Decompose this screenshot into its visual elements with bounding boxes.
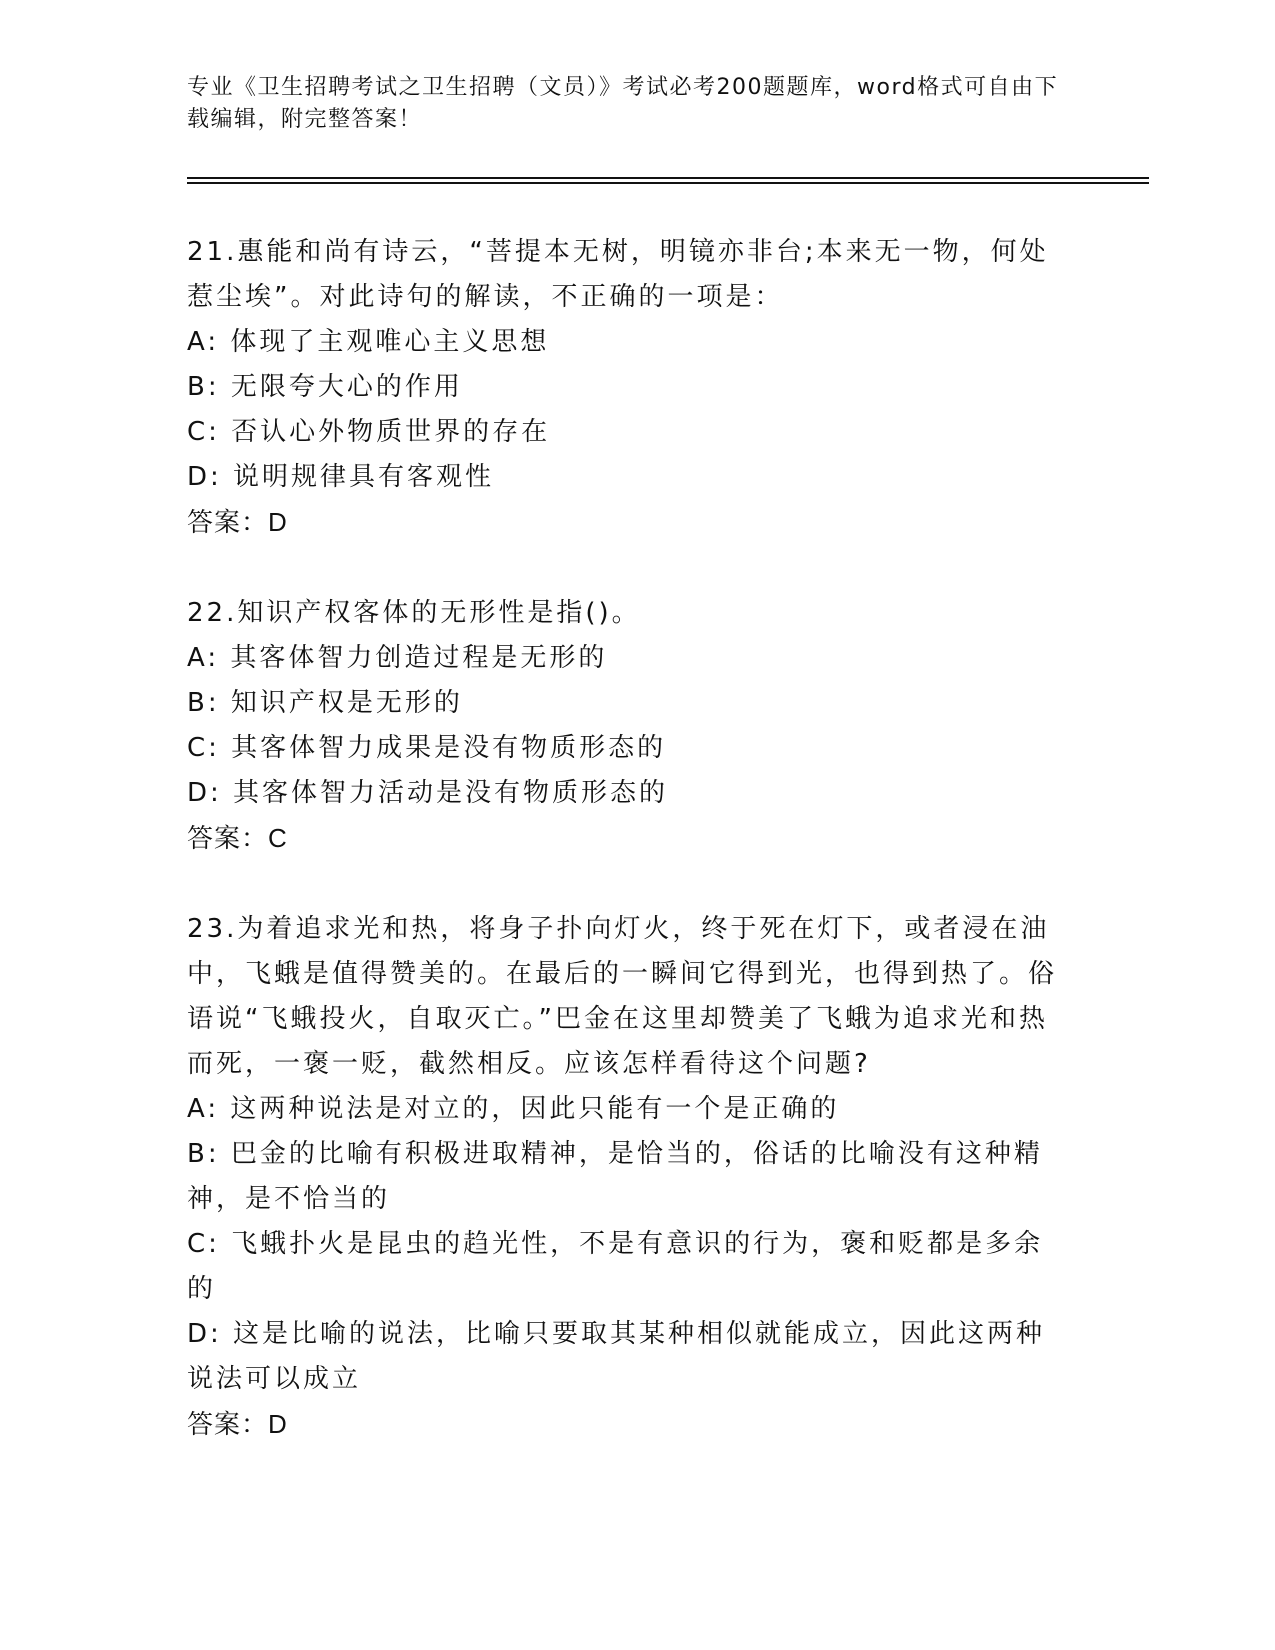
question-22 — [187, 591, 1067, 861]
option-b: B: 无限夸大心的作用 — [187, 372, 463, 402]
option-c: C: 其客体智力成果是没有物质形态的 — [187, 733, 667, 763]
question-stem: 23.为着追求光和热，将身子扑向灯火，终于死在灯下，或者浸在油中，飞蛾是值得赞美的。在最后的一瞬间它得到光，也得到热了。俗语说“飞蛾投火，自取灭亡。”巴金在这里却赞美了飞蛾为追求光和热而死，一褒一贬，截然相反。应该怎样看待这个问题? — [187, 914, 1058, 1079]
option-c: C: 飞蛾扑火是昆虫的趋光性，不是有意识的行为，褒和贬都是多余的 — [187, 1229, 1044, 1304]
option-d: D: 这是比喻的说法，比喻只要取其某种相似就能成立，因此这两种说法可以成立 — [187, 1319, 1046, 1394]
document-header: 专业《卫生招聘考试之卫生招聘（文员）》考试必考200题题库，word格式可自由下载编辑，附完整答案！ — [187, 75, 1059, 132]
question-stem: 21.惠能和尚有诗云，“菩提本无树，明镜亦非台;本来无一物，何处惹尘埃”。对此诗句的解读，不正确的一项是： — [187, 237, 1049, 312]
option-d: D: 其客体智力活动是没有物质形态的 — [187, 778, 669, 808]
answer-line: 答案：D — [187, 1409, 288, 1439]
answer-line: 答案：C — [187, 823, 288, 853]
question-list — [187, 230, 1067, 1493]
option-a: A: 这两种说法是对立的，因此只能有一个是正确的 — [187, 1094, 840, 1124]
header-rule-bottom — [187, 182, 1149, 184]
option-b: B: 巴金的比喻有积极进取精神，是恰当的，俗话的比喻没有这种精神，是不恰当的 — [187, 1139, 1043, 1214]
question-23 — [187, 907, 1067, 1447]
option-b: B: 知识产权是无形的 — [187, 688, 463, 718]
option-d: D: 说明规律具有客观性 — [187, 462, 495, 492]
option-a: A: 体现了主观唯心主义思想 — [187, 327, 550, 357]
option-c: C: 否认心外物质世界的存在 — [187, 417, 551, 447]
option-a: A: 其客体智力创造过程是无形的 — [187, 643, 608, 673]
question-21 — [187, 230, 1067, 545]
question-stem: 22.知识产权客体的无形性是指()。 — [187, 598, 641, 628]
header-rule-top — [187, 177, 1149, 179]
answer-line: 答案：D — [187, 507, 288, 537]
